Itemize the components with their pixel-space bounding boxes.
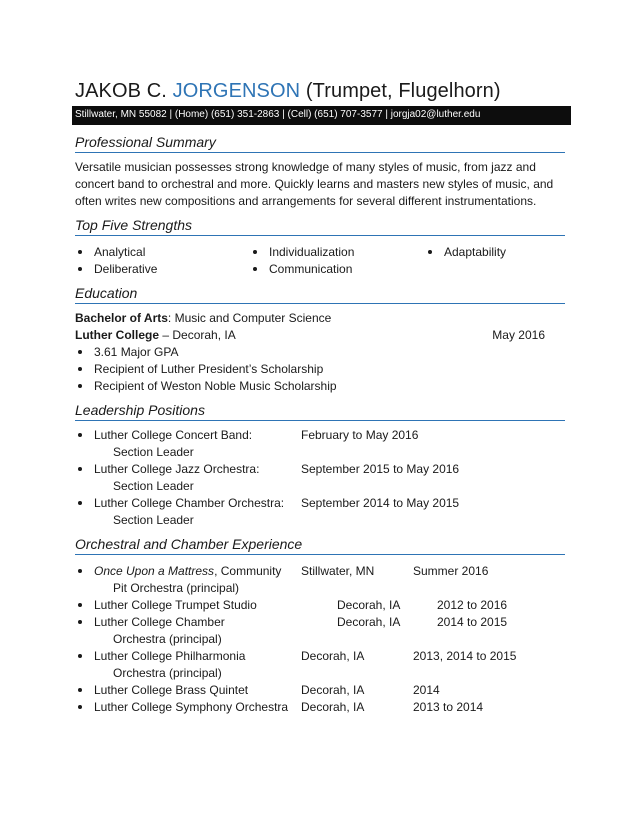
experience-name: Luther College Trumpet Studio: [94, 598, 257, 612]
experience-row: [75, 682, 565, 699]
leadership-org: Luther College Concert Band:: [94, 428, 253, 442]
experience-name: Once Upon a Mattress, Community: [94, 564, 282, 578]
education-bullet: 3.61 Major GPA: [75, 344, 565, 361]
experience-row: [75, 699, 565, 716]
experience-name: Luther College Brass Quintet: [94, 683, 249, 697]
leadership-dates: September 2015 to May 2016: [301, 462, 460, 476]
section-title-strengths: Top Five Strengths: [75, 216, 565, 236]
experience-row: [75, 563, 565, 580]
experience-location: Decorah, IA: [337, 598, 401, 612]
production-title: Once Upon a Mattress: [94, 564, 215, 578]
experience-dates: 2014: [413, 683, 440, 697]
school-line: [75, 327, 565, 344]
degree-field: : Music and Computer Science: [167, 311, 332, 325]
instruments: (Trumpet, Flugelhorn): [305, 80, 501, 102]
experience-row: [75, 648, 565, 665]
experience-dates: 2014 to 2015: [437, 615, 508, 629]
leadership-row: [75, 427, 565, 444]
experience-name-cont: Orchestra (principal): [113, 632, 222, 646]
strength-item: Adaptability: [425, 244, 506, 261]
experience-name-cont: Orchestra (principal): [113, 666, 222, 680]
experience-name: Luther College Symphony Orchestra: [94, 700, 289, 714]
leadership-org: Luther College Chamber Orchestra:: [94, 496, 285, 510]
experience-dates: Summer 2016: [413, 564, 489, 578]
experience-name: Luther College Philharmonia: [94, 649, 246, 663]
school: Luther College: [75, 328, 160, 342]
leadership-role: Section Leader: [113, 479, 194, 493]
strength-item: Individualization: [250, 244, 354, 261]
strength-item: Deliberative: [75, 261, 157, 278]
last-name: JORGENSON: [172, 80, 301, 102]
experience-location: Decorah, IA: [301, 683, 365, 697]
leadership-role: Section Leader: [113, 445, 194, 459]
education-bullet: Recipient of Weston Noble Music Scholarship: [75, 378, 565, 395]
resume-page: [75, 78, 565, 716]
experience-name: Luther College Chamber: [94, 615, 225, 629]
leadership-org: Luther College Jazz Orchestra:: [94, 462, 260, 476]
experience-dates: 2012 to 2016: [437, 598, 508, 612]
experience-row: [75, 597, 565, 614]
graduation-date: May 2016: [492, 328, 545, 342]
experience-location: Stillwater, MN: [301, 564, 375, 578]
experience-location: Decorah, IA: [337, 615, 401, 629]
experience-location: Decorah, IA: [301, 700, 365, 714]
candidate-name: [75, 78, 565, 104]
strength-item: Analytical: [75, 244, 145, 261]
experience-row: [75, 614, 565, 631]
section-title-summary: Professional Summary: [75, 133, 565, 153]
school-location: – Decorah, IA: [159, 328, 236, 342]
degree: Bachelor of Arts: [75, 311, 168, 325]
leadership-row: [75, 461, 565, 478]
section-title-leadership: Leadership Positions: [75, 401, 565, 421]
summary-text: Versatile musician possesses strong knowledge of many styles of music, from jazz and concert band to orchestral and more. Quickly learns and masters new styles of music, and often writes new compositions and arrangements for several different instrumentations.: [75, 160, 554, 208]
leadership-row: [75, 495, 565, 512]
education-bullet: Recipient of Luther President’s Scholarship: [75, 361, 565, 378]
experience-name-cont: Pit Orchestra (principal): [113, 581, 240, 595]
strength-item: Communication: [250, 261, 352, 278]
strengths-list: [75, 244, 565, 278]
leadership-dates: February to May 2016: [301, 428, 419, 442]
degree-line: [75, 310, 565, 327]
leadership-role: Section Leader: [113, 513, 194, 527]
leadership-dates: September 2014 to May 2015: [301, 496, 460, 510]
first-name: JAKOB C.: [75, 80, 167, 102]
experience-location: Decorah, IA: [301, 649, 365, 663]
contact-bar: Stillwater, MN 55082 | (Home) (651) 351-2863 | (Cell) (651) 707-3577 | jorgja02@luther.edu: [72, 106, 571, 125]
section-title-education: Education: [75, 284, 565, 304]
experience-dates: 2013 to 2014: [413, 700, 484, 714]
section-title-experience: Orchestral and Chamber Experience: [75, 535, 565, 555]
experience-dates: 2013, 2014 to 2015: [413, 649, 517, 663]
